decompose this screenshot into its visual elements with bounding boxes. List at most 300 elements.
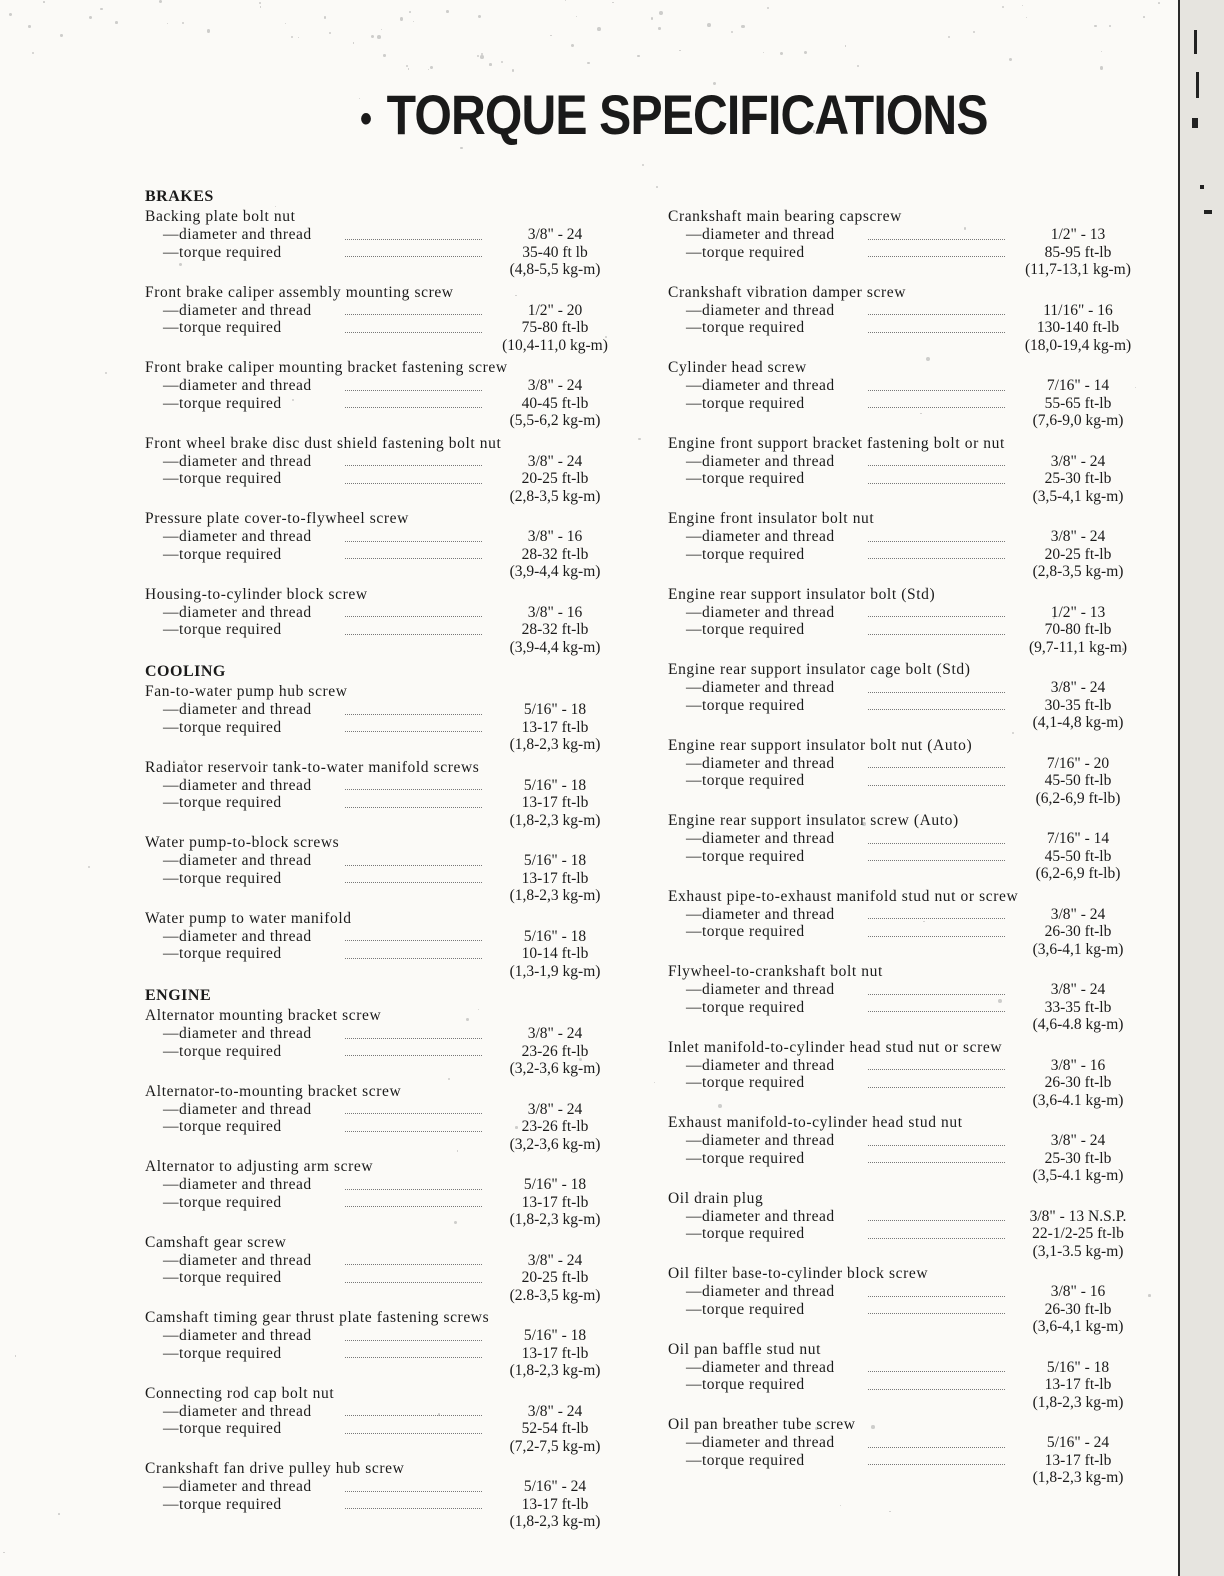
spec-row-thread xyxy=(145,453,645,471)
spec-label-text: —torque required xyxy=(163,945,286,962)
spec-value-torque: 13-17 ft-lb xyxy=(1044,1376,1112,1393)
spec-label-thread xyxy=(668,1359,1013,1377)
spec-row-torque xyxy=(145,470,645,488)
spec-value-metric: (1,8-2,3 kg-m) xyxy=(509,1513,601,1530)
scan-speck xyxy=(612,2,614,4)
dot-leader xyxy=(345,789,482,790)
spec-row-thread xyxy=(145,302,645,320)
dot-leader xyxy=(345,714,482,715)
scan-speck xyxy=(159,0,162,3)
spec-item xyxy=(668,207,1168,283)
spec-label-torque xyxy=(145,1194,490,1212)
spec-item xyxy=(668,962,1168,1038)
spec-label-thread xyxy=(145,1025,490,1043)
spec-label-thread xyxy=(668,1057,1013,1075)
spec-name: Crankshaft fan drive pulley hub screw xyxy=(145,1460,405,1477)
scan-speck xyxy=(298,37,299,38)
scan-speck xyxy=(207,29,210,32)
spec-name: Camshaft timing gear thrust plate fastening screws xyxy=(145,1309,490,1326)
spec-label-torque xyxy=(145,621,490,639)
spec-value-metric: (3,6-4.1 kg-m) xyxy=(1032,1091,1124,1109)
spec-value-thread: 7/16" - 20 xyxy=(1046,754,1110,772)
spec-value-metric: (10,4-11,0 kg-m) xyxy=(502,336,608,354)
spec-value-metric: (3,9-4,4 kg-m) xyxy=(509,638,601,656)
dot-leader xyxy=(868,390,1005,391)
spec-row-thread xyxy=(145,928,645,946)
spec-name: Front wheel brake disc dust shield fastening bolt nut xyxy=(145,434,502,452)
scan-speck xyxy=(489,63,492,66)
spec-value-torque: 13-17 ft-lb xyxy=(521,718,589,736)
spec-label-torque xyxy=(668,1452,1013,1470)
dot-leader xyxy=(345,1282,482,1283)
spec-row-thread xyxy=(668,1057,1168,1075)
scan-speck xyxy=(804,51,807,54)
scan-speck xyxy=(353,42,355,44)
spec-item xyxy=(145,207,645,283)
spec-label-text: —torque required xyxy=(163,1269,286,1286)
scan-speck xyxy=(1026,17,1028,19)
spec-label-text: —diameter and thread xyxy=(686,226,839,243)
spec-name: Crankshaft vibration damper screw xyxy=(668,283,907,301)
spec-row-torque xyxy=(668,1452,1168,1470)
spec-label-text: —torque required xyxy=(163,1496,286,1513)
spec-label-text: —torque required xyxy=(163,621,286,638)
spec-row-torque xyxy=(145,621,645,639)
spec-label-text: —torque required xyxy=(163,395,286,412)
spec-label-torque xyxy=(668,1301,1013,1319)
scan-speck xyxy=(260,6,261,7)
spec-name: Radiator reservoir tank-to-water manifold screws xyxy=(145,758,480,776)
scan-speck xyxy=(1101,51,1103,53)
dot-leader xyxy=(868,314,1005,315)
spec-value-metric: (4,1-4,8 kg-m) xyxy=(1032,714,1124,731)
dot-leader xyxy=(345,882,482,883)
scan-speck xyxy=(658,27,661,30)
dot-leader xyxy=(868,1162,1005,1163)
scan-speck xyxy=(480,55,484,59)
scan-speck xyxy=(920,413,921,414)
spec-row-thread xyxy=(145,1025,645,1043)
spec-label-thread xyxy=(145,453,490,471)
dot-leader xyxy=(868,1296,1005,1297)
spec-item xyxy=(668,283,1168,359)
spec-item xyxy=(145,909,645,985)
spec-value-thread: 5/16" - 18 xyxy=(523,1327,587,1344)
spec-row-torque xyxy=(145,1194,645,1212)
spec-value-torque: 45-50 ft-lb xyxy=(1044,772,1112,789)
dot-leader xyxy=(345,865,482,866)
spec-value-thread: 3/8" - 16 xyxy=(527,603,583,621)
spec-value-metric: (18,0-19,4 kg-m) xyxy=(1024,336,1132,354)
spec-value-torque: 26-30 ft-lb xyxy=(1044,1074,1112,1091)
scan-speck xyxy=(579,1058,582,1061)
dot-leader xyxy=(868,709,1005,710)
scan-speck xyxy=(438,1413,440,1415)
spec-label-text: —diameter and thread xyxy=(163,1403,316,1420)
spec-label-thread xyxy=(668,981,1013,999)
spec-label-text: —torque required xyxy=(686,1225,809,1242)
spec-name: Oil filter base-to-cylinder block screw xyxy=(668,1265,929,1282)
spec-label-torque xyxy=(145,1118,490,1136)
spec-row-thread xyxy=(668,1283,1168,1301)
scan-speck xyxy=(89,16,92,19)
dot-leader xyxy=(868,1220,1005,1221)
spec-value-thread: 3/8" - 24 xyxy=(527,1402,583,1420)
spec-item xyxy=(145,1082,645,1158)
scan-speck xyxy=(576,16,577,17)
spec-row-thread xyxy=(145,528,645,546)
scan-speck xyxy=(428,69,429,70)
spec-value-thread: 3/8" - 24 xyxy=(527,452,583,470)
spec-row-thread xyxy=(145,1327,645,1345)
scan-speck xyxy=(430,66,433,69)
scan-speck xyxy=(291,36,293,38)
spec-label-text: —diameter and thread xyxy=(163,1252,316,1269)
spec-label-text: —diameter and thread xyxy=(163,701,316,718)
scan-speck xyxy=(679,50,681,52)
scan-speck xyxy=(1053,617,1055,619)
spec-label-torque xyxy=(145,1269,490,1287)
scan-speck xyxy=(371,35,374,38)
spec-label-thread xyxy=(145,302,490,320)
spec-value-torque: 25-30 ft-lb xyxy=(1044,470,1112,487)
spec-row-thread xyxy=(145,377,645,395)
spec-item xyxy=(145,833,645,909)
spec-label-torque xyxy=(145,1345,490,1363)
spec-value-metric: (3,5-4.1 kg-m) xyxy=(1032,1167,1124,1184)
spec-item xyxy=(668,1038,1168,1114)
scan-speck xyxy=(1100,66,1104,70)
spec-value-torque: 130-140 ft-lb xyxy=(1036,319,1120,336)
dot-leader xyxy=(345,958,482,959)
section-heading: COOLING xyxy=(145,663,226,680)
spec-name: Connecting rod cap bolt nut xyxy=(145,1384,335,1402)
spec-value-metric: (3,9-4,4 kg-m) xyxy=(509,563,601,580)
scan-speck xyxy=(840,1505,841,1506)
spec-value-metric: (6,2-6,9 ft-lb) xyxy=(1035,789,1121,807)
spec-value-torque: 13-17 ft-lb xyxy=(521,1344,589,1362)
scan-speck xyxy=(642,164,644,166)
spec-label-text: —diameter and thread xyxy=(686,1434,839,1451)
spec-label-text: —torque required xyxy=(686,621,809,638)
spec-row-thread xyxy=(668,604,1168,622)
scan-speck xyxy=(9,13,12,16)
scan-speck xyxy=(501,61,504,64)
scan-speck xyxy=(741,25,744,28)
spec-label-text: —diameter and thread xyxy=(686,755,839,772)
spec-row-torque xyxy=(668,697,1168,715)
scan-speck xyxy=(406,65,408,67)
scan-speck xyxy=(60,34,62,36)
spec-name: Exhaust pipe-to-exhaust manifold stud nut or screw xyxy=(668,887,1019,905)
spec-value-metric: (11,7-13,1 kg-m) xyxy=(1025,261,1131,278)
spec-label-text: —diameter and thread xyxy=(163,1478,316,1495)
spec-item xyxy=(668,736,1168,812)
right-column xyxy=(668,185,1168,1491)
spec-row-thread xyxy=(668,528,1168,546)
spec-value-torque: 75-80 ft-lb xyxy=(521,319,589,336)
spec-value-thread: 3/8" - 24 xyxy=(1050,1132,1106,1149)
spec-label-thread xyxy=(145,1478,490,1496)
spec-value-torque: 28-32 ft-lb xyxy=(521,621,589,638)
spec-name: Water pump to water manifold xyxy=(145,909,352,927)
scan-speck xyxy=(571,44,574,47)
scan-speck xyxy=(1109,25,1111,27)
spec-label-torque xyxy=(668,999,1013,1017)
dot-leader xyxy=(345,1131,482,1132)
dot-leader xyxy=(345,465,482,466)
scan-speck xyxy=(780,52,784,56)
scan-speck xyxy=(871,1425,875,1429)
dot-leader xyxy=(345,940,482,941)
spec-label-text: —torque required xyxy=(686,999,809,1016)
spec-label-text: —torque required xyxy=(686,1376,809,1393)
spec-value-thread: 3/8" - 24 xyxy=(527,1100,583,1118)
spec-value-metric: (1,8-2,3 kg-m) xyxy=(1032,1393,1124,1411)
scan-speck xyxy=(28,25,31,28)
spec-value-thread: 5/16" - 18 xyxy=(523,852,587,869)
spec-row-torque xyxy=(145,1269,645,1287)
spec-name: Front brake caliper mounting bracket fastening screw xyxy=(145,359,508,376)
spec-value-metric: (7,2-7,5 kg-m) xyxy=(509,1437,601,1455)
spec-value-thread: 3/8" - 16 xyxy=(527,528,583,545)
spec-label-text: —torque required xyxy=(686,923,809,940)
spec-value-thread: 3/8" - 24 xyxy=(1050,528,1106,545)
dot-leader xyxy=(345,1038,482,1039)
dot-leader xyxy=(868,1371,1005,1372)
spec-value-thread: 3/8" - 24 xyxy=(527,1025,583,1042)
spec-name: Oil pan baffle stud nut xyxy=(668,1340,821,1358)
spec-item xyxy=(668,585,1168,661)
spec-row-thread xyxy=(668,226,1168,244)
scan-speck xyxy=(324,16,327,19)
spec-value-torque: 25-30 ft-lb xyxy=(1044,1149,1112,1167)
dot-leader xyxy=(868,1313,1005,1314)
spec-row-thread xyxy=(668,1208,1168,1226)
spec-label-torque xyxy=(668,697,1013,715)
spec-item xyxy=(668,509,1168,585)
spec-value-torque: 40-45 ft-lb xyxy=(521,394,589,412)
dot-leader xyxy=(345,1189,482,1190)
spec-label-text: —diameter and thread xyxy=(686,830,839,847)
dot-leader xyxy=(345,541,482,542)
spec-label-text: —diameter and thread xyxy=(163,1025,316,1042)
spec-item xyxy=(145,1233,645,1309)
spec-label-text: —diameter and thread xyxy=(163,1176,316,1193)
spec-label-text: —torque required xyxy=(686,1301,809,1318)
spec-label-torque xyxy=(668,621,1013,639)
spec-row-torque xyxy=(145,1345,645,1363)
scan-speck xyxy=(1148,1294,1151,1297)
scan-speck xyxy=(15,1355,16,1356)
scan-speck xyxy=(457,1150,459,1152)
spec-label-text: —torque required xyxy=(686,319,809,336)
spec-label-text: —diameter and thread xyxy=(686,1208,839,1225)
spec-row-torque xyxy=(145,1420,645,1438)
spec-label-thread xyxy=(145,701,490,719)
scan-speck xyxy=(3,1552,5,1554)
spec-label-thread xyxy=(145,1101,490,1119)
dot-leader xyxy=(868,239,1005,240)
spec-label-text: —diameter and thread xyxy=(686,528,839,545)
scan-speck xyxy=(815,1427,817,1429)
spec-label-thread xyxy=(145,777,490,795)
spec-value-metric: (3,2-3,6 kg-m) xyxy=(509,1060,601,1077)
spec-label-thread xyxy=(145,528,490,546)
spec-value-torque: 28-32 ft-lb xyxy=(521,545,589,563)
scan-speck xyxy=(329,32,331,34)
spec-name: Water pump-to-block screws xyxy=(145,834,340,851)
dot-leader xyxy=(868,256,1005,257)
scan-speck xyxy=(259,2,261,4)
spec-value-metric: (3,5-4,1 kg-m) xyxy=(1032,487,1124,505)
spec-item xyxy=(145,1006,645,1082)
spec-item xyxy=(668,1113,1168,1189)
scan-speck xyxy=(565,0,566,1)
scan-speck xyxy=(477,55,480,58)
spec-label-text: —diameter and thread xyxy=(163,226,316,243)
dot-leader xyxy=(868,860,1005,861)
spec-row-torque xyxy=(145,319,645,337)
dot-leader xyxy=(868,616,1005,617)
dot-leader xyxy=(868,407,1005,408)
dot-leader xyxy=(868,1238,1005,1239)
dot-leader xyxy=(868,1069,1005,1070)
spec-value-thread: 1/2" - 13 xyxy=(1050,603,1106,621)
spec-name: Engine front insulator bolt nut xyxy=(668,510,875,527)
dot-leader xyxy=(345,256,482,257)
spec-value-thread: 5/16" - 24 xyxy=(1046,1434,1110,1451)
spec-value-metric: (1,8-2,3 kg-m) xyxy=(1032,1469,1124,1486)
spec-label-text: —diameter and thread xyxy=(163,777,316,794)
spec-label-text: —diameter and thread xyxy=(686,1132,839,1149)
spec-row-thread xyxy=(668,302,1168,320)
spec-row-torque xyxy=(668,1301,1168,1319)
spec-name: Engine rear support insulator bolt (Std) xyxy=(668,585,936,603)
spec-item xyxy=(145,585,645,661)
spec-row-thread xyxy=(145,1403,645,1421)
spec-row-thread xyxy=(668,377,1168,395)
scan-speck xyxy=(413,21,414,22)
spec-label-text: —torque required xyxy=(163,870,286,887)
spec-value-torque: 10-14 ft-lb xyxy=(521,945,589,962)
dot-leader xyxy=(868,843,1005,844)
scan-speck xyxy=(605,336,607,338)
dot-leader xyxy=(868,785,1005,786)
spec-value-torque: 26-30 ft-lb xyxy=(1044,923,1112,940)
spec-label-text: —diameter and thread xyxy=(163,928,316,945)
dot-leader xyxy=(345,558,482,559)
spec-label-torque xyxy=(145,870,490,888)
spec-value-torque: 33-35 ft-lb xyxy=(1044,998,1112,1016)
spec-label-text: —diameter and thread xyxy=(686,377,839,394)
scan-speck xyxy=(597,27,601,31)
scan-speck xyxy=(1002,6,1004,8)
bullet-icon: • xyxy=(360,96,372,141)
spec-row-torque xyxy=(145,1496,645,1514)
spec-label-thread xyxy=(145,928,490,946)
spec-name: Backing plate bolt nut xyxy=(145,208,296,225)
scan-speck xyxy=(115,21,118,24)
spec-value-torque: 85-95 ft-lb xyxy=(1044,243,1112,261)
spec-name: Exhaust manifold-to-cylinder head stud nut xyxy=(668,1114,963,1131)
spec-label-text: —torque required xyxy=(686,1452,809,1469)
dot-leader xyxy=(868,634,1005,635)
scan-speck xyxy=(1158,2,1160,4)
scan-speck xyxy=(637,55,639,57)
spec-value-metric: (3,1-3.5 kg-m) xyxy=(1032,1242,1124,1260)
spec-value-metric: (1,8-2,3 kg-m) xyxy=(509,1211,601,1228)
spec-value-torque: 13-17 ft-lb xyxy=(521,1495,589,1513)
page-title xyxy=(360,82,988,147)
spec-value-metric: (3,6-4,1 kg-m) xyxy=(1032,940,1124,958)
spec-value-thread: 3/8" - 24 xyxy=(527,226,583,243)
spec-label-text: —diameter and thread xyxy=(163,377,316,394)
scan-speck xyxy=(763,52,765,54)
spec-value-thread: 5/16" - 18 xyxy=(523,701,587,718)
spec-row-thread xyxy=(145,701,645,719)
spec-label-torque xyxy=(668,1225,1013,1243)
spec-row-thread xyxy=(668,830,1168,848)
spec-value-metric: (4,6-4.8 kg-m) xyxy=(1032,1016,1124,1033)
scan-speck xyxy=(731,31,733,33)
spec-label-torque xyxy=(145,1420,490,1438)
scan-speck xyxy=(400,17,404,21)
spec-label-torque xyxy=(668,1376,1013,1394)
spec-label-thread xyxy=(145,1252,490,1270)
spec-label-text: —diameter and thread xyxy=(686,1057,839,1074)
spec-label-text: —torque required xyxy=(686,848,809,865)
scan-speck xyxy=(381,29,382,30)
spec-value-torque: 70-80 ft-lb xyxy=(1044,621,1112,638)
spec-item xyxy=(145,1308,645,1384)
spec-value-thread: 5/16" - 18 xyxy=(523,927,587,945)
scan-speck xyxy=(1143,16,1145,18)
spec-label-torque xyxy=(145,1043,490,1061)
spec-value-metric: (1,8-2,3 kg-m) xyxy=(509,811,601,829)
spec-row-thread xyxy=(668,981,1168,999)
scan-speck xyxy=(1135,387,1136,388)
left-column xyxy=(145,185,645,1535)
spec-row-torque xyxy=(668,621,1168,639)
spec-label-text: —diameter and thread xyxy=(686,679,839,696)
dot-leader xyxy=(345,807,482,808)
dot-leader xyxy=(868,541,1005,542)
dot-leader xyxy=(345,1113,482,1114)
spec-label-text: —torque required xyxy=(163,719,286,736)
dot-leader xyxy=(345,731,482,732)
column-spacer xyxy=(668,185,1168,207)
scan-speck xyxy=(409,11,411,13)
spec-label-thread xyxy=(668,755,1013,773)
spec-value-metric: (7,6-9,0 kg-m) xyxy=(1032,412,1124,429)
spec-label-torque xyxy=(668,319,1013,337)
scan-speck xyxy=(1022,5,1023,6)
spec-label-torque xyxy=(145,1496,490,1514)
scan-speck xyxy=(998,999,1002,1003)
scan-speck xyxy=(408,68,409,69)
scan-speck xyxy=(1122,648,1124,650)
spec-label-text: —torque required xyxy=(163,319,286,336)
spec-name: Front brake caliper assembly mounting screw xyxy=(145,283,454,301)
dot-leader xyxy=(345,314,482,315)
spec-value-thread: 3/8" - 16 xyxy=(1050,1283,1106,1300)
spec-row-torque xyxy=(668,1150,1168,1168)
spec-value-thread: 1/2" - 20 xyxy=(527,301,583,319)
scan-speck xyxy=(512,69,515,72)
spec-label-text: —diameter and thread xyxy=(686,604,839,621)
spec-label-torque xyxy=(145,546,490,564)
